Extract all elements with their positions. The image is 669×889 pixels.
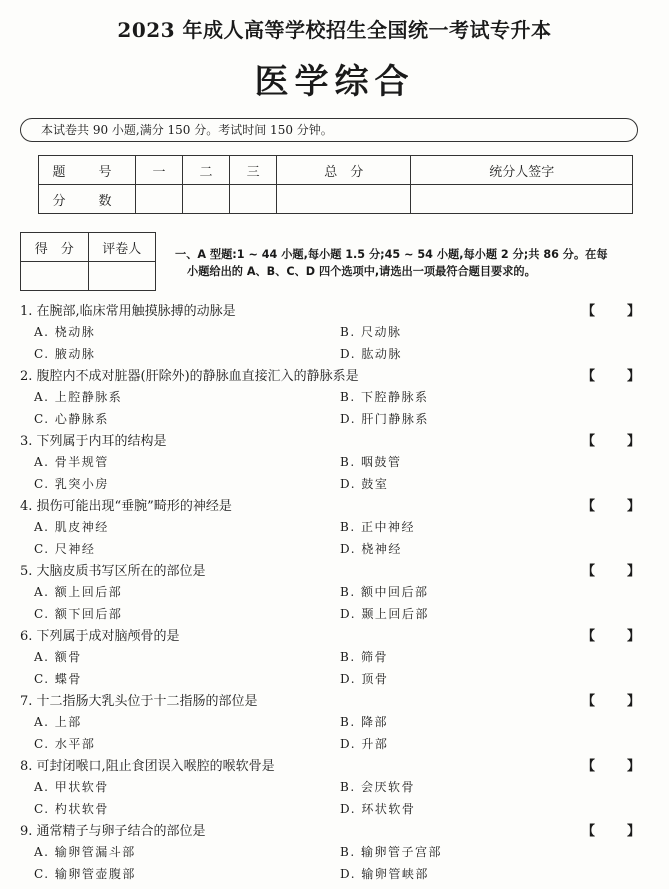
score-table-col-1: 一 [136, 156, 183, 185]
option-b[interactable]: B. 降部 [340, 715, 388, 729]
question-stem: 4. 损伤可能出现“垂腕”畸形的神经是 [20, 499, 232, 514]
question-item [20, 821, 648, 886]
option-a[interactable]: A. 额骨 [34, 650, 82, 664]
option-c[interactable]: C. 心静脉系 [34, 412, 109, 426]
question-stem: 1. 在腕部,临床常用触摸脉搏的动脉是 [20, 304, 236, 319]
question-stem: 5. 大脑皮质书写区所在的部位是 [20, 564, 206, 579]
option-b[interactable]: B. 输卵管子宫部 [340, 845, 442, 859]
answer-bracket[interactable]: 【 】 [581, 499, 642, 514]
option-d[interactable]: D. 输卵管峡部 [340, 867, 429, 881]
option-c[interactable]: C. 水平部 [34, 737, 96, 751]
question-item [20, 301, 648, 366]
option-a[interactable]: A. 输卵管漏斗部 [34, 845, 136, 859]
subject-title: 医学综合 [254, 62, 415, 102]
option-a[interactable]: A. 肌皮神经 [34, 520, 109, 534]
section-instructions-line1: 一、A 型题:1 ~ 44 小题,每小题 1.5 分;45 ~ 54 小题,每小题 2 分;共 86 分。在每 [175, 248, 608, 261]
option-a[interactable]: A. 骨半规管 [34, 455, 109, 469]
question-item [20, 691, 648, 756]
option-c[interactable]: C. 乳突小房 [34, 477, 109, 491]
option-b[interactable]: B. 尺动脉 [340, 325, 402, 339]
option-c[interactable]: C. 蝶骨 [34, 672, 82, 686]
score-table-col-3: 三 [230, 156, 277, 185]
question-stem: 2. 腹腔内不成对脏器(肝除外)的静脉血直接汇入的静脉系是 [20, 369, 359, 384]
section-instructions-line2: 小题给出的 A、B、C、D 四个选项中,请选出一项最符合题目要求的。 [187, 265, 536, 278]
answer-bracket[interactable]: 【 】 [581, 369, 642, 384]
answer-bracket[interactable]: 【 】 [581, 629, 642, 644]
option-a[interactable]: A. 桡动脉 [34, 325, 96, 339]
option-b[interactable]: B. 额中回后部 [340, 585, 429, 599]
option-b[interactable]: B. 正中神经 [340, 520, 415, 534]
option-b[interactable]: B. 筛骨 [340, 650, 388, 664]
section-instructions [175, 246, 645, 280]
question-stem: 6. 下列属于成对脑颅骨的是 [20, 629, 180, 644]
exam-notice: 本试卷共 90 小题,满分 150 分。考试时间 150 分钟。 [20, 118, 638, 142]
option-a[interactable]: A. 上部 [34, 715, 82, 729]
answer-bracket[interactable]: 【 】 [581, 759, 642, 774]
answer-bracket[interactable]: 【 】 [581, 564, 642, 579]
grader-table-header-row [21, 233, 156, 262]
option-a[interactable]: A. 甲状软骨 [34, 780, 109, 794]
question-stem: 3. 下列属于内耳的结构是 [20, 434, 167, 449]
question-list [20, 301, 648, 886]
answer-bracket[interactable]: 【 】 [581, 434, 642, 449]
score-cell-1[interactable] [136, 185, 183, 214]
score-table-col-2: 二 [183, 156, 230, 185]
score-table-col-total: 总 分 [277, 156, 411, 185]
grader-score-label: 得 分 [21, 233, 89, 262]
score-cell-3[interactable] [230, 185, 277, 214]
option-c[interactable]: C. 腋动脉 [34, 347, 96, 361]
option-d[interactable]: D. 肝门静脉系 [340, 412, 429, 426]
question-item [20, 561, 648, 626]
score-table [38, 155, 633, 214]
option-d[interactable]: D. 颞上回后部 [340, 607, 429, 621]
option-b[interactable]: B. 咽鼓管 [340, 455, 402, 469]
option-c[interactable]: C. 输卵管壶腹部 [34, 867, 136, 881]
option-b[interactable]: B. 下腔静脉系 [340, 390, 429, 404]
score-cell-total[interactable] [277, 185, 411, 214]
score-table-row-label: 分 数 [39, 185, 136, 214]
option-c[interactable]: C. 杓状软骨 [34, 802, 109, 816]
option-d[interactable]: D. 环状软骨 [340, 802, 416, 816]
option-c[interactable]: C. 尺神经 [34, 542, 96, 556]
option-d[interactable]: D. 顶骨 [340, 672, 389, 686]
score-table-header-row [39, 156, 633, 185]
question-item [20, 496, 648, 561]
score-table-row-label: 题 号 [39, 156, 136, 185]
option-a[interactable]: A. 上腔静脉系 [34, 390, 123, 404]
option-d[interactable]: D. 鼓室 [340, 477, 389, 491]
question-stem: 9. 通常精子与卵子结合的部位是 [20, 824, 206, 839]
option-c[interactable]: C. 额下回后部 [34, 607, 123, 621]
question-item [20, 756, 648, 821]
score-cell-2[interactable] [183, 185, 230, 214]
option-b[interactable]: B. 会厌软骨 [340, 780, 415, 794]
grader-table-input-row [21, 262, 156, 291]
question-item [20, 626, 648, 691]
grader-score-cell[interactable] [21, 262, 89, 291]
option-d[interactable]: D. 桡神经 [340, 542, 402, 556]
question-item [20, 431, 648, 496]
question-stem: 8. 可封闭喉口,阻止食团误入喉腔的喉软骨是 [20, 759, 275, 774]
grader-name-label: 评卷人 [88, 233, 156, 262]
grader-name-cell[interactable] [88, 262, 156, 291]
question-item [20, 366, 648, 431]
score-table-col-signature: 统分人签字 [411, 156, 633, 185]
exam-title: 2023 年成人高等学校招生全国统一考试专升本 [117, 18, 552, 42]
score-cell-signature[interactable] [411, 185, 633, 214]
answer-bracket[interactable]: 【 】 [581, 824, 642, 839]
answer-bracket[interactable]: 【 】 [581, 694, 642, 709]
answer-bracket[interactable]: 【 】 [581, 304, 642, 319]
option-d[interactable]: D. 肱动脉 [340, 347, 402, 361]
option-a[interactable]: A. 额上回后部 [34, 585, 123, 599]
option-d[interactable]: D. 升部 [340, 737, 389, 751]
question-stem: 7. 十二指肠大乳头位于十二指肠的部位是 [20, 694, 258, 709]
score-table-score-row [39, 185, 633, 214]
grader-table [20, 232, 156, 291]
